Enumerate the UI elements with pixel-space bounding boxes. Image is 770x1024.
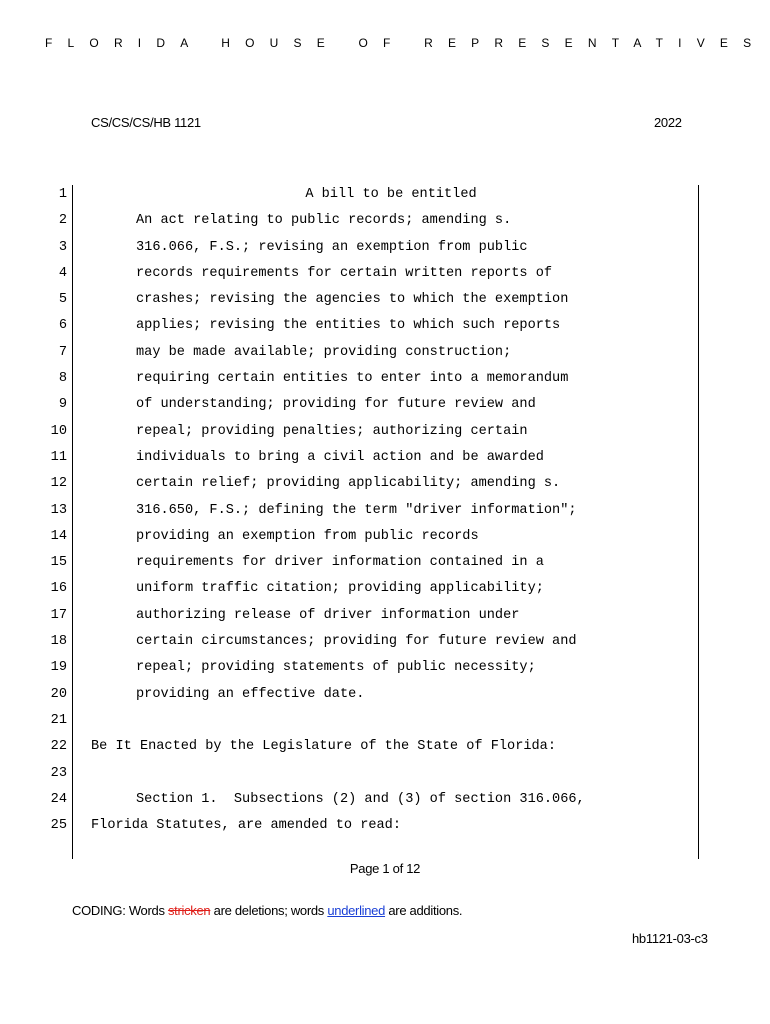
bill-line [0,340,770,366]
bill-line [0,787,770,813]
line-number: 2 [58,213,67,229]
line-number: 25 [50,818,67,834]
line-number: 14 [50,528,67,544]
line-text: applies; revising the entities to which such reports [136,318,561,334]
line-text: repeal; providing penalties; authorizing certain [136,423,528,439]
bill-line [0,682,770,708]
line-number: 23 [50,765,67,781]
bill-line [0,182,770,208]
line-number: 1 [58,187,67,202]
line-text: requiring certain entities to enter into a memorandum [136,371,569,387]
bill-line [0,445,770,471]
line-text: An act relating to public records; amending s. [136,213,512,229]
bill-line [0,761,770,787]
line-number: 4 [58,265,67,281]
line-number: 18 [50,634,67,650]
line-text: 316.066, F.S.; revising an exemption from public [136,239,528,255]
bill-line [0,813,770,839]
coding-underlined-sample: underlined [327,903,386,918]
coding-prefix: CODING: Words [72,903,168,918]
bill-year: 2022 [654,115,682,130]
line-number: 17 [50,607,67,623]
line-text: Be It Enacted by the Legislature of the State of Florida: [91,739,556,755]
coding-legend [72,903,462,918]
line-number: 24 [50,791,67,807]
line-text: of understanding; providing for future review and [136,397,536,413]
line-text: repeal; providing statements of public necessity; [136,660,536,676]
bill-line [0,208,770,234]
bill-line [0,498,770,524]
line-number: 21 [50,712,67,728]
line-number: 22 [50,739,67,755]
bill-line [0,235,770,261]
coding-suffix: are additions. [385,903,463,918]
coding-middle: are deletions; words [210,903,328,918]
line-number: 13 [50,502,67,518]
bill-line [0,708,770,734]
bill-number: CS/CS/CS/HB 1121 [91,115,201,130]
line-number: 8 [58,371,67,387]
bill-line [0,392,770,418]
line-text: uniform traffic citation; providing applicability; [136,581,544,597]
bill-line [0,313,770,339]
line-number: 16 [50,581,67,597]
bill-line [0,524,770,550]
line-text: individuals to bring a civil action and be awarded [136,449,544,465]
line-text: providing an effective date. [136,686,365,702]
line-text: certain circumstances; providing for future review and [136,634,577,650]
line-number: 3 [58,239,67,255]
line-number: 15 [50,555,67,571]
bill-line [0,576,770,602]
bill-line [0,419,770,445]
line-text: Florida Statutes, are amended to read: [91,818,401,834]
bill-line [0,550,770,576]
bill-line [0,471,770,497]
bill-line [0,629,770,655]
chamber-heading [45,36,767,50]
line-text: authorizing release of driver information under [136,607,520,623]
line-number: 10 [50,423,67,439]
line-text: certain relief; providing applicability; amending s. [136,476,561,492]
line-text: requirements for driver information contained in a [136,555,544,571]
bill-line [0,734,770,760]
bill-line [0,261,770,287]
bill-line [0,655,770,681]
line-number: 11 [50,449,67,465]
line-number: 5 [58,292,67,308]
chamber-name: FLORIDA HOUSE OF REPRESENTATIVES [45,36,767,50]
line-text: Section 1. Subsections (2) and (3) of section 316.066, [136,791,585,807]
bill-text [0,182,770,839]
line-number: 19 [50,660,67,676]
line-number: 7 [58,344,67,360]
line-number: 9 [58,397,67,413]
coding-stricken-sample: stricken [167,903,211,918]
document-code: hb1121-03-c3 [632,931,708,946]
line-number: 12 [50,476,67,492]
bill-line [0,287,770,313]
page-number: Page 1 of 12 [349,861,421,876]
bill-line [0,366,770,392]
line-number: 6 [58,318,67,334]
line-text: may be made available; providing construction; [136,344,512,360]
line-text: providing an exemption from public records [136,528,479,544]
bill-line [0,603,770,629]
line-text: A bill to be entitled [305,187,477,202]
line-text: crashes; revising the agencies to which the exemption [136,292,569,308]
line-number: 20 [50,686,67,702]
line-text: records requirements for certain written reports of [136,265,553,281]
line-text: 316.650, F.S.; defining the term "driver information"; [136,502,577,518]
